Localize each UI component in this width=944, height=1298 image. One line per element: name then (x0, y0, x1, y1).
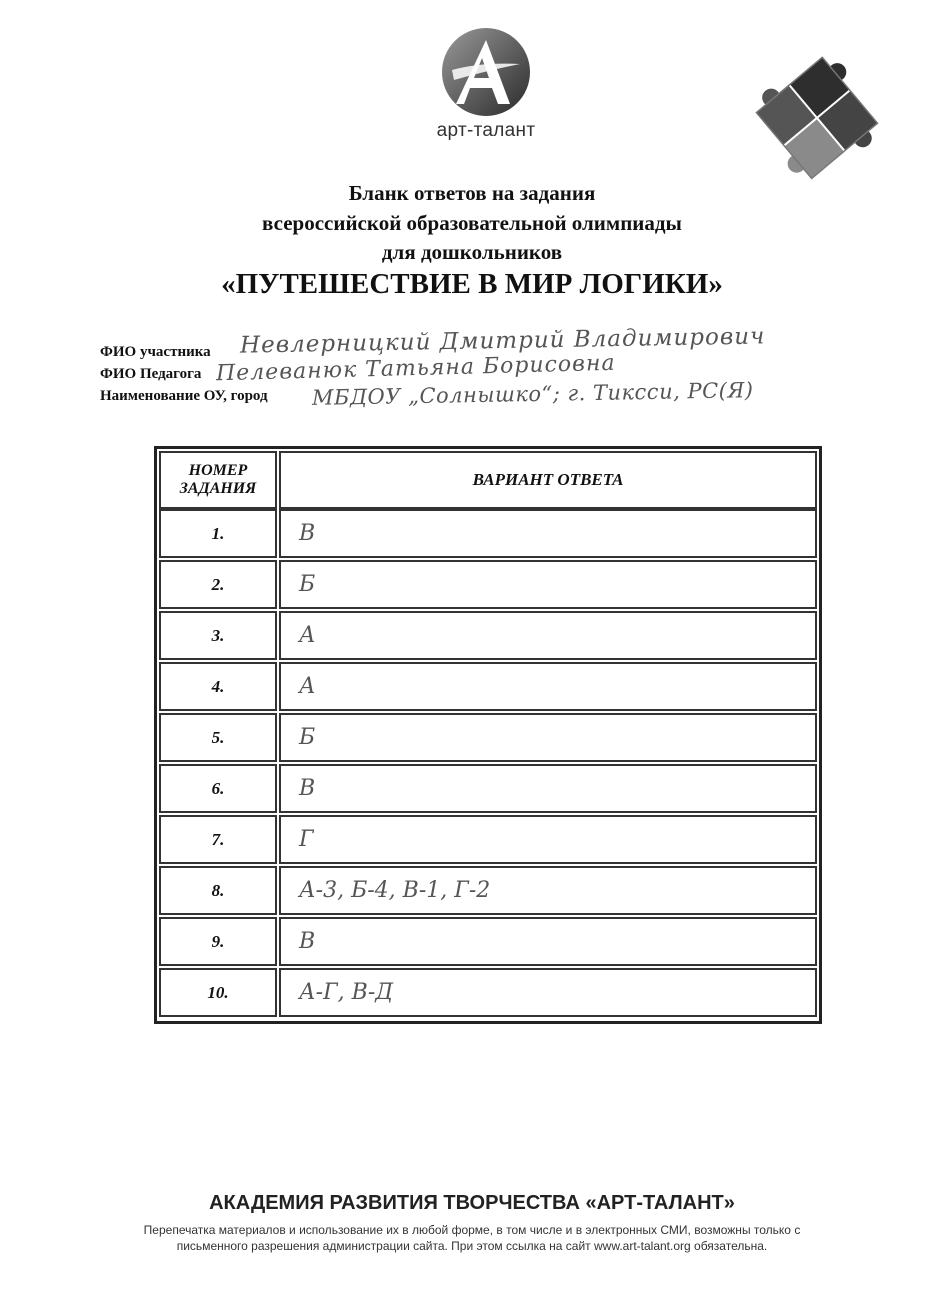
school-label: Наименование ОУ, город (100, 388, 268, 404)
answer-value: В (279, 917, 817, 966)
answer-value: Б (279, 560, 817, 609)
puzzle-pieces-icon (738, 42, 908, 202)
brand-logo (428, 26, 544, 168)
table-row (159, 917, 817, 966)
task-number: 1. (159, 509, 277, 558)
table-row (159, 509, 817, 558)
task-number: 3. (159, 611, 277, 660)
table-header (159, 451, 817, 509)
table-row (159, 968, 817, 1017)
answer-value: А-Г, В-Д (279, 968, 817, 1017)
table-row (159, 866, 817, 915)
footer-note (120, 1222, 824, 1254)
table-row (159, 662, 817, 711)
answer-value: Б (279, 713, 817, 762)
header-line-2: всероссийской образовательной олимпиады (262, 211, 682, 235)
task-number: 4. (159, 662, 277, 711)
answer-value: В (279, 509, 817, 558)
footer-title: АКАДЕМИЯ РАЗВИТИЯ ТВОРЧЕСТВА «АРТ-ТАЛАНТ» (209, 1192, 735, 1214)
olympiad-title: «ПУТЕШЕСТВИЕ В МИР ЛОГИКИ» (221, 268, 723, 300)
answer-value: А (279, 611, 817, 660)
table-row (159, 713, 817, 762)
logo-text: арт-талант (436, 120, 536, 141)
task-number: 9. (159, 917, 277, 966)
answer-value: А-3, Б-4, В-1, Г-2 (279, 866, 817, 915)
task-number: 7. (159, 815, 277, 864)
header-answer-cell: ВАРИАНТ ОТВЕТА (279, 451, 817, 509)
header-number-cell (159, 451, 277, 509)
task-number: 5. (159, 713, 277, 762)
footer-note-line-1: Перепечатка материалов и использование их в любой форме, в том числе и в электронных СМИ, возможны только с (143, 1223, 801, 1237)
header-number-line-1: НОМЕР (188, 462, 248, 479)
header-line-1: Бланк ответов на задания (348, 181, 596, 205)
table-row (159, 764, 817, 813)
participant-label: ФИО участника (100, 344, 211, 360)
table-row (159, 815, 817, 864)
answer-value: А (279, 662, 817, 711)
header-line-3: для дошкольников (381, 240, 563, 264)
answer-value: Г (279, 815, 817, 864)
table-row (159, 560, 817, 609)
answer-table (154, 446, 822, 1024)
teacher-value: Пелеванюк Татьяна Борисовна (215, 350, 616, 387)
task-number: 10. (159, 968, 277, 1017)
school-value: МБДОУ „Солнышко“; г. Тиксси, РС(Я) (311, 378, 754, 410)
teacher-label: ФИО Педагога (100, 366, 202, 382)
task-number: 2. (159, 560, 277, 609)
footer-note-line-2: письменного разрешения администрации сайта. При этом ссылка на сайт www.art-talant.org обязательна. (176, 1239, 768, 1253)
header-number-line-2: ЗАДАНИЯ (179, 480, 257, 497)
answer-value: В (279, 764, 817, 813)
art-talant-a-icon (440, 26, 532, 118)
task-number: 8. (159, 866, 277, 915)
table-row (159, 611, 817, 660)
participant-value: Невлерницкий Дмитрий Владимирович (239, 323, 766, 359)
task-number: 6. (159, 764, 277, 813)
